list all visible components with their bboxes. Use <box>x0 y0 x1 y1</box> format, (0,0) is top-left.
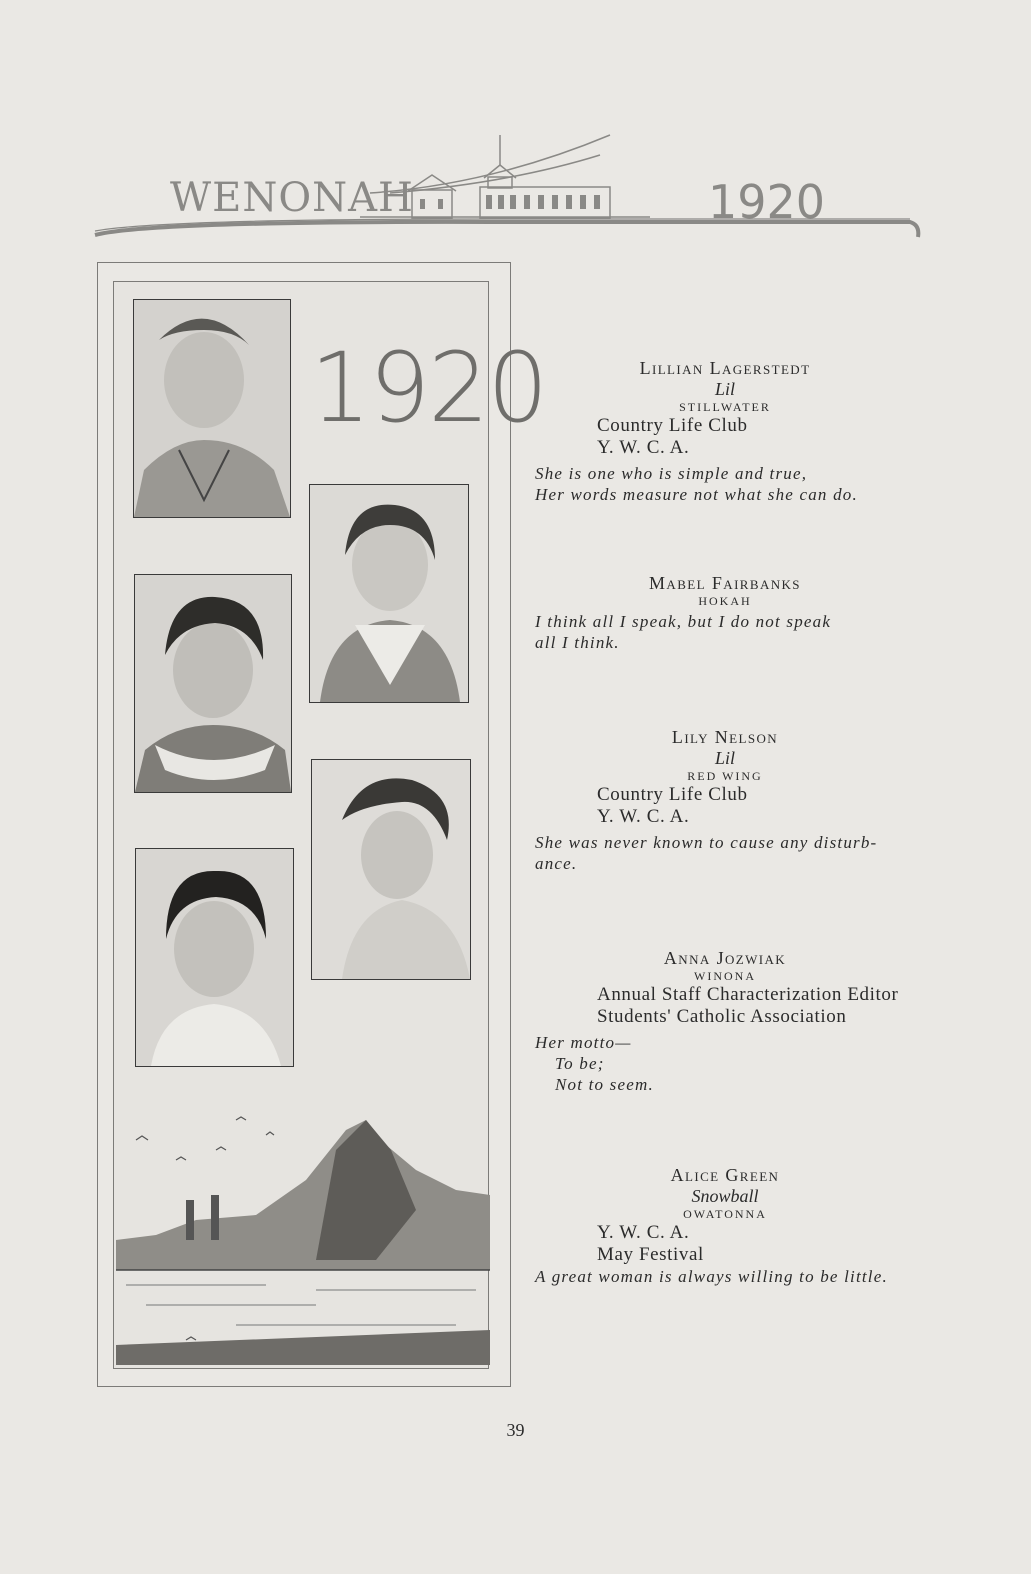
student-nickname: Snowball <box>691 1186 759 1206</box>
landscape-illustration <box>116 1090 490 1365</box>
activity: Country Life Club <box>597 784 748 805</box>
quote-line: A great woman is always willing to be little. <box>535 1267 888 1286</box>
portrait-photo-4 <box>311 759 471 980</box>
activity: Annual Staff Characterization Editor <box>597 984 899 1005</box>
quote-line: She is one who is simple and true, <box>535 464 808 483</box>
page-number: 39 <box>506 1420 525 1440</box>
student-hometown: HOKAH <box>698 594 752 608</box>
quote-line: To be; <box>555 1054 605 1073</box>
student-name: Anna Jozwiak <box>663 948 787 968</box>
quote-line: ance. <box>535 854 578 873</box>
activity: Y. W. C. A. <box>597 437 690 458</box>
student-name: Alice Green <box>670 1165 780 1185</box>
activity: Y. W. C. A. <box>597 1222 690 1243</box>
student-name: Mabel Fairbanks <box>649 573 801 593</box>
entry-mabel-fairbanks <box>535 573 955 653</box>
quote-line: She was never known to cause any disturb- <box>535 833 878 852</box>
portrait-photo-5 <box>135 848 294 1067</box>
quote-line: all I think. <box>535 633 620 652</box>
entry-alice-green <box>535 1165 955 1287</box>
entry-lillian-lagerstedt <box>535 358 955 505</box>
student-hometown: RED WING <box>687 769 763 783</box>
activity: Country Life Club <box>597 415 748 436</box>
panel-year-mark: 1920 <box>310 332 547 444</box>
student-hometown: STILLWATER <box>679 400 771 414</box>
portrait-photo-1 <box>133 299 291 518</box>
student-hometown: OWATONNA <box>683 1207 767 1221</box>
student-nickname: Lil <box>714 379 735 399</box>
activity: Y. W. C. A. <box>597 806 690 827</box>
quote-line: Her words measure not what she can do. <box>535 485 858 504</box>
portrait-photo-3 <box>134 574 292 793</box>
quote-line: I think all I speak, but I do not speak <box>535 612 832 631</box>
student-nickname: Lil <box>714 748 735 768</box>
entry-lily-nelson <box>535 727 955 874</box>
portrait-photo-2 <box>309 484 469 703</box>
quote-line: Not to seem. <box>555 1075 654 1094</box>
quote-line: Her motto— <box>535 1033 632 1052</box>
header-title-left: WENONAH <box>170 175 414 221</box>
student-name: Lillian Lagerstedt <box>639 358 811 378</box>
header-year-right: 1920 <box>708 175 826 229</box>
student-name: Lily Nelson <box>671 727 779 747</box>
student-hometown: WINONA <box>694 969 756 983</box>
entry-anna-jozwiak <box>535 948 955 1095</box>
activity: May Festival <box>597 1244 704 1265</box>
activity: Students' Catholic Association <box>597 1006 847 1027</box>
